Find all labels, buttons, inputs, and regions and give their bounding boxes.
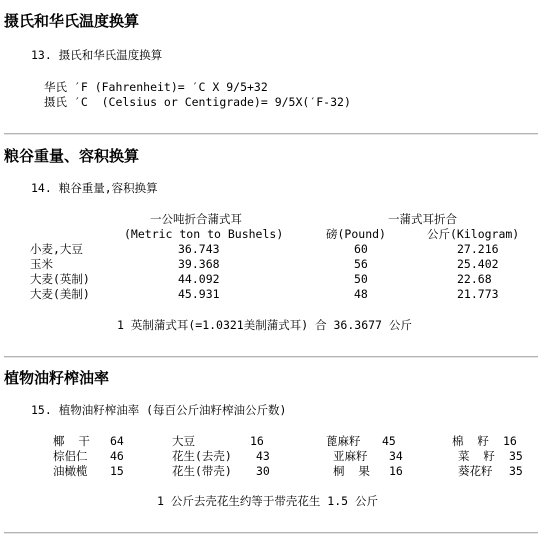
table-cell-bushels: 44.092 [178,272,220,286]
oilseed-rate: 45 [382,434,396,448]
oilseed-name: 椰 干 [53,434,90,448]
table-cell-grain: 大麦(英制) [30,272,90,286]
oilseed-rate: 16 [250,434,264,448]
peanut-note: 1 公斤去壳花生约等于带壳花生 1.5 公斤 [157,494,378,508]
section-heading-temperature: 摄氏和华氏温度换算 [4,12,140,30]
col-header-kilogram: 公斤(Kilogram) [427,227,520,241]
oilseed-rate: 30 [256,464,270,478]
section-heading-oilseed: 植物油籽榨油率 [4,369,110,387]
oilseed-name: 亚麻籽 [333,449,368,463]
oilseed-name: 油橄榄 [53,464,88,478]
oilseed-rate: 16 [503,434,517,448]
table-cell-bushels: 39.368 [178,257,220,271]
col-header-pound: 磅(Pound) [326,227,386,241]
oilseed-name: 蓖麻籽 [326,434,361,448]
section-subtitle-oilseed: 15. 植物油籽榨油率 (每百公斤油籽榨油公斤数) [31,403,287,417]
table-cell-bushels: 45.931 [178,287,220,301]
section-subtitle-grain: 14. 粮谷重量,容积换算 [31,181,158,195]
table-cell-pound: 56 [354,257,368,271]
oilseed-rate: 43 [256,449,270,463]
oilseed-name: 花生(去壳) [172,449,232,463]
oilseed-rate: 35 [509,464,523,478]
col-header-metric-ton: (Metric ton to Bushels) [124,227,284,241]
table-cell-pound: 50 [354,272,368,286]
table-cell-kilogram: 21.773 [457,287,499,301]
group-header-bushel: 一蒲式耳折合 [388,212,457,226]
section-heading-grain: 粮谷重量、容积换算 [4,147,140,165]
table-cell-grain: 小麦,大豆 [30,242,83,256]
divider [4,356,538,358]
table-cell-grain: 玉米 [30,257,53,271]
oilseed-name: 花生(带壳) [172,464,232,478]
oilseed-name: 棕侣仁 [53,449,88,463]
oilseed-name: 桐 果 [333,464,370,478]
oilseed-rate: 15 [110,464,124,478]
table-cell-kilogram: 25.402 [457,257,499,271]
oilseed-rate: 64 [110,434,124,448]
oilseed-rate: 35 [509,449,523,463]
bushel-note: 1 英制蒲式耳(=1.0321美制蒲式耳) 合 36.3677 公斤 [117,318,412,332]
table-cell-kilogram: 27.216 [457,242,499,256]
group-header-metric-ton: 一公吨折合蒲式耳 [150,212,242,226]
table-cell-bushels: 36.743 [178,242,220,256]
table-cell-grain: 大麦(美制) [30,287,90,301]
table-cell-kilogram: 22.68 [457,272,492,286]
oilseed-rate: 34 [389,449,403,463]
oilseed-name: 大豆 [172,434,195,448]
oilseed-name: 葵花籽 [458,464,493,478]
section-subtitle-temperature: 13. 摄氏和华氏温度换算 [31,48,163,62]
oilseed-name: 菜 籽 [458,449,495,463]
table-cell-pound: 60 [354,242,368,256]
celsius-formula: 摄氏 ′C (Celsius or Centigrade)= 9/5X(′F-32) [44,95,351,109]
fahrenheit-formula: 华氏 ′F (Fahrenheit)= ′C X 9/5+32 [44,80,268,94]
divider [4,532,538,534]
oilseed-rate: 16 [389,464,403,478]
table-cell-pound: 48 [354,287,368,301]
oilseed-rate: 46 [110,449,124,463]
divider [4,133,538,135]
oilseed-name: 棉 籽 [452,434,489,448]
